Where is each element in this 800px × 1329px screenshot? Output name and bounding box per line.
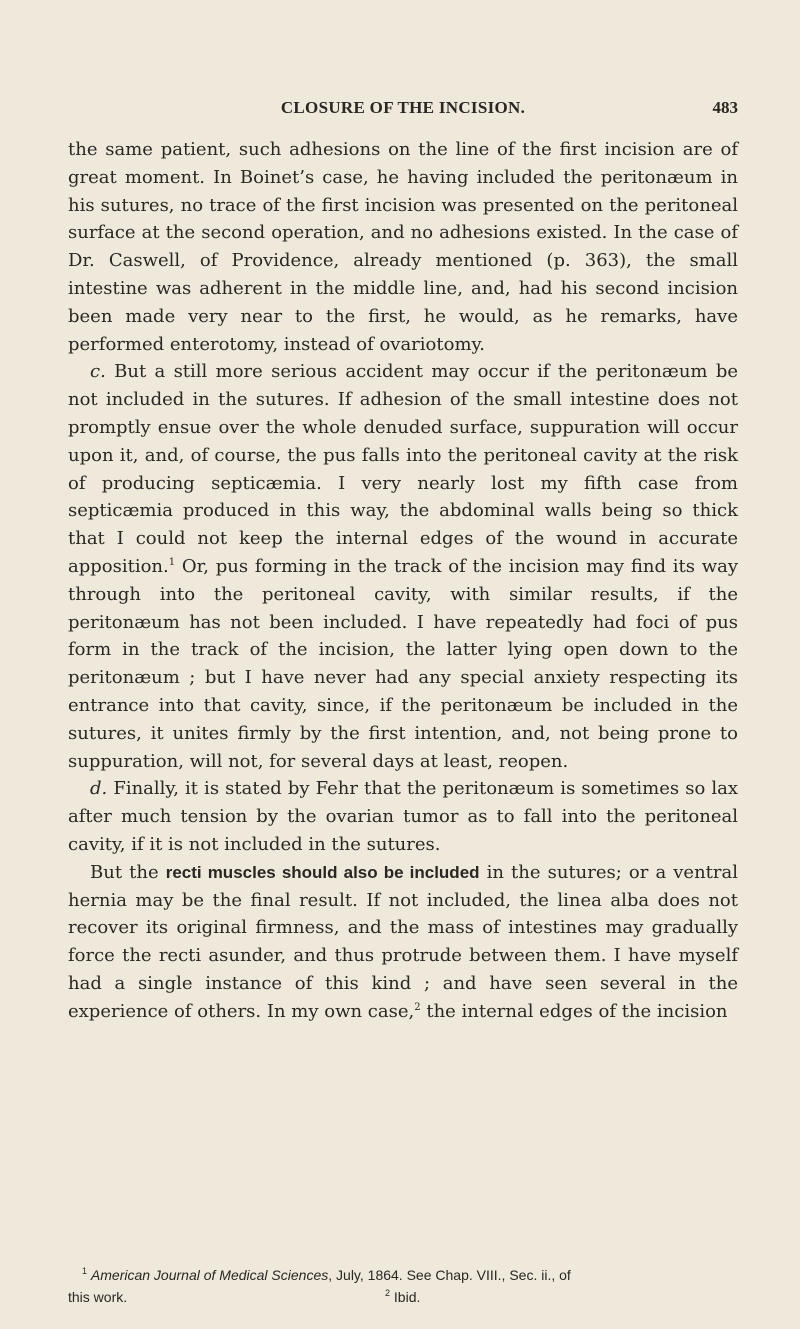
running-title: CLOSURE OF THE INCISION. [280,98,526,117]
footnote-2 [385,1286,420,1308]
paragraph-text: Finally, it is stated by Fehr that the peritonæum is sometimes so lax after much tension by the ovarian tumor as to fall into the peritoneal cavity, if it is not included in the sutures. [68,778,738,855]
body-text [68,136,738,1026]
paragraph-text: Or, pus forming in the track of the incision may find its way through into the peritoneal cavity, with similar results, if the peritonæum has not been included. I have repeatedly had foci of pus form in the track of the incision, the latter lying open down to the peritonæum ; but I have never had any special anxiety respecting its entrance into that cavity, since, if the peritonæum be included in the sutures, it unites firmly by the first intention, and, not being prone to suppuration, will not, for several days at least, reopen. [68,555,738,772]
running-head [68,98,738,120]
footnote-continuation: this work. [68,1289,128,1305]
footnote-marker: 2 [385,1288,391,1298]
page-number: 483 [712,98,738,117]
footnote-text: , July, 1864. See Chap. VIII., Sec. ii., of [328,1267,571,1283]
footnote-marker: 1 [82,1266,88,1276]
footnote-journal: American Journal of Medical Sciences [90,1267,329,1283]
section-marker-d: d. [90,778,108,800]
bold-emphasis: recti muscles should also be included [165,862,480,882]
footnote-ref-1: 1 [168,556,176,568]
section-marker-c: c. [90,361,106,383]
footnote-ref-2: 2 [414,1001,421,1013]
paragraph-continuation [68,136,738,358]
paragraph-recti [68,859,738,1026]
paragraph-text: But a still more serious accident may occur if the peritonæum be not included in the sutures. If adhesion of the small intestine does not promptly ensue over the whole denuded surface, suppuration will occur upon it, and, of course, the pus falls into the peritoneal cavity at the risk of producing septicæmia. I very nearly lost my fifth case from septicæmia produced in this way, the abdominal walls being so thick that I could not keep the internal edges of the wound in accurate apposition. [68,361,738,577]
paragraph-text: in the sutures; or a ventral hernia may be the final result. If not included, the linea alba does not recover its original firmness, and the mass of intestines may gradually force the recti asunder, and thus protrude between them. I have myself had a single instance of this kind ; and have seen several in the experience of others. In my own case, [68,861,738,1022]
paragraph-text: the internal edges of the incision [420,1000,728,1022]
footnotes [68,1264,738,1308]
paragraph-text: the same patient, such adhesions on the line of the first incision are of great moment. In Boinet’s case, he having included the peritonæum in his sutures, no trace of the first incision was presented on the peritoneal surface at the second operation, and no adhesions existed. In the case of Dr. Caswell, of Providence, already mentioned (p. 363), the small intestine was adherent in the middle line, and, had his second incision been made very near to the first, he would, as he remarks, have performed enterotomy, instead of ovariotomy. [68,139,738,355]
footnote-text: Ibid. [393,1289,421,1305]
paragraph-d [68,775,738,858]
footnote-1 [68,1264,738,1286]
paragraph-c [68,358,738,775]
footnote-line-2 [68,1286,738,1308]
paragraph-lead: But the [90,861,166,883]
